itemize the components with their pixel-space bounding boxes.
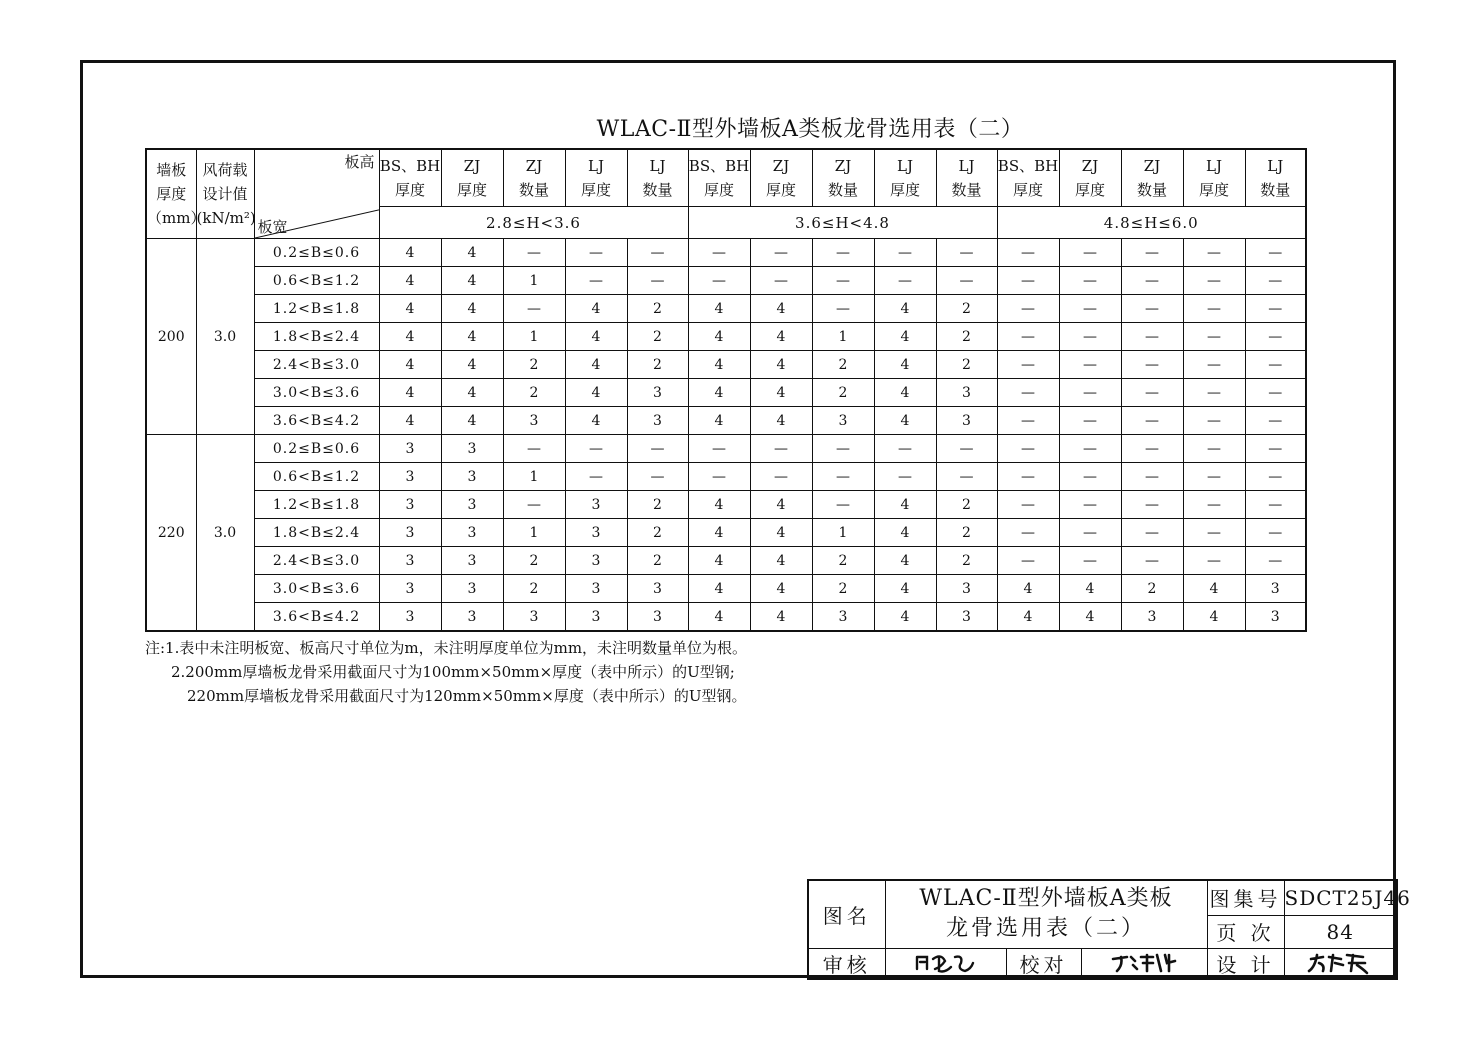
value-cell: — (997, 239, 1059, 267)
value-cell: — (1183, 379, 1245, 407)
value-cell: — (1121, 323, 1183, 351)
value-cell: 3 (379, 435, 441, 463)
value-cell: 4 (565, 407, 627, 435)
value-cell: 3 (441, 491, 503, 519)
value-cell: — (1059, 435, 1121, 463)
value-cell: 4 (750, 491, 812, 519)
value-cell: 4 (750, 323, 812, 351)
value-cell: — (750, 267, 812, 295)
height-range-header: 2.8≤H<3.6 (379, 207, 688, 239)
value-cell: 3 (441, 463, 503, 491)
value-cell: — (1059, 491, 1121, 519)
value-cell: 3 (441, 547, 503, 575)
value-cell: — (1121, 267, 1183, 295)
value-cell: 2 (936, 295, 997, 323)
value-cell: 4 (750, 575, 812, 603)
plate-width-range-cell: 1.2<B≤1.8 (254, 295, 379, 323)
value-cell: — (1121, 519, 1183, 547)
value-cell: 4 (688, 491, 750, 519)
value-cell: — (936, 239, 997, 267)
value-cell: 4 (441, 323, 503, 351)
value-cell: — (812, 239, 874, 267)
plate-width-range-cell: 1.2<B≤1.8 (254, 491, 379, 519)
drawing-name: WLAC-Ⅱ型外墙板A类板 龙骨选用表（二） (885, 880, 1207, 948)
value-cell: — (1245, 491, 1306, 519)
plate-width-label: 板宽 (257, 218, 288, 236)
col-header: ZJ 厚度 (750, 149, 812, 207)
value-cell: — (503, 295, 565, 323)
value-cell: 2 (503, 351, 565, 379)
col-header: ZJ 数量 (812, 149, 874, 207)
value-cell: 4 (1183, 575, 1245, 603)
value-cell: — (997, 351, 1059, 379)
value-cell: 4 (688, 351, 750, 379)
value-cell: — (1245, 351, 1306, 379)
value-cell: — (1245, 435, 1306, 463)
value-cell: 4 (874, 603, 936, 632)
value-cell: 4 (688, 547, 750, 575)
value-cell: — (1121, 379, 1183, 407)
value-cell: — (1059, 407, 1121, 435)
header-row-columns (146, 149, 1306, 207)
value-cell: — (1245, 407, 1306, 435)
value-cell: 4 (1059, 603, 1121, 632)
value-cell: 2 (812, 379, 874, 407)
value-cell: 2 (936, 323, 997, 351)
value-cell: — (936, 463, 997, 491)
value-cell: 4 (750, 295, 812, 323)
value-cell: — (874, 239, 936, 267)
value-cell: 4 (750, 351, 812, 379)
value-cell: 4 (379, 267, 441, 295)
col-header: BS、BH 厚度 (997, 149, 1059, 207)
table-row (146, 491, 1306, 519)
value-cell: 4 (441, 267, 503, 295)
checker-signature (1081, 948, 1207, 979)
value-cell: 1 (503, 267, 565, 295)
wind-load-cell: 3.0 (196, 435, 254, 632)
value-cell: 2 (812, 575, 874, 603)
value-cell: 3 (379, 547, 441, 575)
table-row (146, 463, 1306, 491)
note-line: 2.200mm厚墙板龙骨采用截面尺寸为100mm×50mm×厚度（表中所示）的U型钢; (171, 663, 735, 681)
value-cell: 4 (565, 351, 627, 379)
thickness-header: 墙板 厚度 （mm） (146, 149, 196, 239)
value-cell: 2 (627, 519, 688, 547)
value-cell: 4 (750, 379, 812, 407)
plate-width-range-cell: 0.6<B≤1.2 (254, 463, 379, 491)
table-row (146, 267, 1306, 295)
value-cell: — (997, 519, 1059, 547)
plate-width-range-cell: 2.4<B≤3.0 (254, 351, 379, 379)
value-cell: — (503, 491, 565, 519)
value-cell: 3 (627, 575, 688, 603)
plate-width-range-cell: 1.8<B≤2.4 (254, 519, 379, 547)
value-cell: 4 (688, 575, 750, 603)
value-cell: 3 (441, 603, 503, 632)
value-cell: — (503, 239, 565, 267)
value-cell: 4 (750, 547, 812, 575)
value-cell: 2 (627, 351, 688, 379)
col-header: LJ 厚度 (874, 149, 936, 207)
value-cell: 3 (565, 519, 627, 547)
value-cell: 2 (1121, 575, 1183, 603)
value-cell: 4 (874, 547, 936, 575)
note-line: 220mm厚墙板龙骨采用截面尺寸为120mm×50mm×厚度（表中所示）的U型钢。 (187, 687, 747, 705)
drawing-name-label: 图名 (808, 880, 885, 948)
value-cell: — (997, 379, 1059, 407)
value-cell: — (627, 435, 688, 463)
table-row (146, 603, 1306, 632)
value-cell: 4 (379, 323, 441, 351)
plate-height-label: 板高 (344, 153, 375, 171)
value-cell: 3 (379, 575, 441, 603)
value-cell: 4 (997, 603, 1059, 632)
value-cell: — (1245, 547, 1306, 575)
table-row (146, 379, 1306, 407)
value-cell: — (1059, 323, 1121, 351)
value-cell: 4 (379, 295, 441, 323)
value-cell: — (1245, 239, 1306, 267)
plate-width-range-cell: 2.4<B≤3.0 (254, 547, 379, 575)
height-range-header: 4.8≤H≤6.0 (997, 207, 1306, 239)
value-cell: — (1121, 351, 1183, 379)
table-row (146, 435, 1306, 463)
value-cell: — (1183, 491, 1245, 519)
value-cell: — (750, 463, 812, 491)
value-cell: — (812, 435, 874, 463)
value-cell: — (1183, 519, 1245, 547)
reviewer-signature (885, 948, 1006, 979)
review-label: 审核 (808, 948, 885, 979)
value-cell: 3 (936, 575, 997, 603)
value-cell: 4 (874, 323, 936, 351)
value-cell: — (1121, 295, 1183, 323)
plate-width-range-cell: 3.0<B≤3.6 (254, 379, 379, 407)
plate-width-range-cell: 3.6<B≤4.2 (254, 603, 379, 632)
value-cell: — (565, 435, 627, 463)
value-cell: 4 (565, 379, 627, 407)
value-cell: 4 (688, 519, 750, 547)
value-cell: — (1059, 379, 1121, 407)
value-cell: — (1121, 491, 1183, 519)
value-cell: — (627, 239, 688, 267)
value-cell: 2 (627, 323, 688, 351)
col-header: ZJ 厚度 (441, 149, 503, 207)
value-cell: 3 (565, 575, 627, 603)
value-cell: — (1121, 239, 1183, 267)
value-cell: 3 (936, 407, 997, 435)
value-cell: 4 (441, 239, 503, 267)
value-cell: — (1245, 267, 1306, 295)
value-cell: — (688, 463, 750, 491)
value-cell: 4 (688, 407, 750, 435)
value-cell: 2 (812, 547, 874, 575)
value-cell: 2 (812, 351, 874, 379)
table-row (146, 351, 1306, 379)
value-cell: — (627, 267, 688, 295)
value-cell: 1 (812, 323, 874, 351)
keel-selection-table (145, 148, 1307, 632)
plate-width-range-cell: 0.2≤B≤0.6 (254, 239, 379, 267)
value-cell: 3 (812, 407, 874, 435)
value-cell: 2 (936, 547, 997, 575)
value-cell: 4 (1059, 575, 1121, 603)
value-cell: 3 (627, 603, 688, 632)
col-header: LJ 数量 (936, 149, 997, 207)
value-cell: — (627, 463, 688, 491)
value-cell: — (1059, 267, 1121, 295)
value-cell: — (997, 407, 1059, 435)
wind-load-header: 风荷载 设计值 (kN/m²) (196, 149, 254, 239)
value-cell: — (812, 295, 874, 323)
value-cell: — (997, 547, 1059, 575)
value-cell: 4 (997, 575, 1059, 603)
value-cell: 2 (627, 491, 688, 519)
col-header: ZJ 数量 (1121, 149, 1183, 207)
value-cell: — (750, 239, 812, 267)
table-row (146, 295, 1306, 323)
value-cell: 4 (379, 407, 441, 435)
value-cell: 4 (379, 351, 441, 379)
value-cell: 2 (627, 295, 688, 323)
value-cell: — (1059, 463, 1121, 491)
value-cell: 4 (750, 603, 812, 632)
value-cell: 4 (688, 379, 750, 407)
plate-width-range-cell: 0.6<B≤1.2 (254, 267, 379, 295)
value-cell: — (565, 267, 627, 295)
designer-signature (1284, 948, 1397, 979)
value-cell: — (1183, 351, 1245, 379)
value-cell: 4 (1183, 603, 1245, 632)
value-cell: — (997, 491, 1059, 519)
value-cell: 4 (750, 519, 812, 547)
value-cell: — (1059, 351, 1121, 379)
value-cell: 3 (936, 603, 997, 632)
table-row (146, 407, 1306, 435)
value-cell: 4 (874, 351, 936, 379)
table-row (146, 239, 1306, 267)
value-cell: — (812, 491, 874, 519)
value-cell: — (1183, 239, 1245, 267)
value-cell: 3 (503, 407, 565, 435)
value-cell: 4 (441, 379, 503, 407)
col-header: LJ 数量 (1245, 149, 1306, 207)
table-row (146, 323, 1306, 351)
plate-width-range-cell: 1.8<B≤2.4 (254, 323, 379, 351)
atlas-number-label: 图集号 (1207, 880, 1284, 915)
value-cell: — (1245, 323, 1306, 351)
title-block (807, 879, 1411, 980)
width-height-diagonal-header (254, 149, 379, 239)
value-cell: 3 (1245, 575, 1306, 603)
value-cell: — (936, 267, 997, 295)
value-cell: 3 (565, 547, 627, 575)
value-cell: — (688, 267, 750, 295)
value-cell: — (812, 267, 874, 295)
value-cell: — (503, 435, 565, 463)
plate-width-range-cell: 3.6<B≤4.2 (254, 407, 379, 435)
value-cell: — (1121, 435, 1183, 463)
value-cell: 4 (379, 379, 441, 407)
value-cell: — (874, 435, 936, 463)
value-cell: 2 (503, 379, 565, 407)
page-title: WLAC-Ⅱ型外墙板A类板龙骨选用表（二） (596, 117, 1024, 142)
plate-width-range-cell: 3.0<B≤3.6 (254, 575, 379, 603)
value-cell: 1 (503, 463, 565, 491)
value-cell: 3 (1121, 603, 1183, 632)
value-cell: 3 (441, 519, 503, 547)
value-cell: — (874, 267, 936, 295)
value-cell: — (997, 323, 1059, 351)
value-cell: 4 (750, 407, 812, 435)
value-cell: — (688, 239, 750, 267)
col-header: BS、BH 厚度 (688, 149, 750, 207)
value-cell: 4 (874, 575, 936, 603)
table-row (146, 575, 1306, 603)
value-cell: 3 (936, 379, 997, 407)
value-cell: 3 (379, 603, 441, 632)
value-cell: — (1059, 547, 1121, 575)
value-cell: — (565, 463, 627, 491)
col-header: BS、BH 厚度 (379, 149, 441, 207)
value-cell: 3 (627, 379, 688, 407)
design-label: 设 计 (1207, 948, 1284, 979)
value-cell: — (1059, 519, 1121, 547)
col-header: ZJ 数量 (503, 149, 565, 207)
value-cell: 1 (812, 519, 874, 547)
plate-width-range-cell: 0.2≤B≤0.6 (254, 435, 379, 463)
value-cell: 1 (503, 323, 565, 351)
value-cell: 4 (688, 323, 750, 351)
value-cell: — (936, 435, 997, 463)
wall-thickness-cell: 200 (146, 239, 196, 435)
wall-thickness-cell: 220 (146, 435, 196, 632)
value-cell: 4 (379, 239, 441, 267)
value-cell: — (565, 239, 627, 267)
value-cell: 4 (441, 295, 503, 323)
value-cell: — (997, 463, 1059, 491)
value-cell: — (1183, 463, 1245, 491)
value-cell: — (1183, 295, 1245, 323)
value-cell: 3 (379, 491, 441, 519)
value-cell: — (1245, 463, 1306, 491)
value-cell: — (1059, 295, 1121, 323)
value-cell: — (1245, 379, 1306, 407)
value-cell: 4 (874, 379, 936, 407)
value-cell: 2 (503, 547, 565, 575)
value-cell: — (1245, 519, 1306, 547)
value-cell: 3 (812, 603, 874, 632)
value-cell: 3 (565, 603, 627, 632)
height-range-header: 3.6≤H<4.8 (688, 207, 997, 239)
value-cell: 3 (441, 435, 503, 463)
value-cell: 3 (441, 575, 503, 603)
value-cell: — (1121, 463, 1183, 491)
value-cell: 2 (936, 491, 997, 519)
value-cell: 2 (627, 547, 688, 575)
note-line: 注:1.表中未注明板宽、板高尺寸单位为m，未注明厚度单位为mm，未注明数量单位为根。 (145, 639, 748, 657)
col-header: ZJ 厚度 (1059, 149, 1121, 207)
page-number: 84 (1284, 915, 1397, 948)
value-cell: 4 (874, 295, 936, 323)
atlas-number: SDCT25J46 (1284, 880, 1397, 915)
value-cell: 4 (565, 323, 627, 351)
value-cell: 3 (627, 407, 688, 435)
value-cell: 4 (565, 295, 627, 323)
value-cell: 3 (379, 463, 441, 491)
value-cell: — (1059, 239, 1121, 267)
value-cell: 3 (565, 491, 627, 519)
value-cell: 4 (441, 351, 503, 379)
value-cell: — (812, 463, 874, 491)
value-cell: — (1121, 547, 1183, 575)
table-row (146, 519, 1306, 547)
page-label: 页 次 (1207, 915, 1284, 948)
value-cell: — (1183, 435, 1245, 463)
value-cell: — (688, 435, 750, 463)
value-cell: 1 (503, 519, 565, 547)
value-cell: 4 (874, 519, 936, 547)
wind-load-cell: 3.0 (196, 239, 254, 435)
value-cell: 3 (379, 519, 441, 547)
value-cell: — (997, 435, 1059, 463)
value-cell: 4 (688, 603, 750, 632)
value-cell: — (1183, 407, 1245, 435)
value-cell: 2 (503, 575, 565, 603)
check-label: 校对 (1006, 948, 1081, 979)
value-cell: — (1183, 547, 1245, 575)
value-cell: 3 (503, 603, 565, 632)
table-row (146, 547, 1306, 575)
notes (145, 636, 747, 708)
value-cell: 4 (441, 407, 503, 435)
value-cell: — (750, 435, 812, 463)
value-cell: — (1183, 323, 1245, 351)
col-header: LJ 数量 (627, 149, 688, 207)
value-cell: 4 (874, 407, 936, 435)
value-cell: — (997, 295, 1059, 323)
value-cell: 2 (936, 351, 997, 379)
col-header: LJ 厚度 (565, 149, 627, 207)
value-cell: — (874, 463, 936, 491)
col-header: LJ 厚度 (1183, 149, 1245, 207)
value-cell: 4 (688, 295, 750, 323)
value-cell: — (1121, 407, 1183, 435)
value-cell: 2 (936, 519, 997, 547)
value-cell: 4 (874, 491, 936, 519)
value-cell: — (1183, 267, 1245, 295)
value-cell: — (1245, 295, 1306, 323)
value-cell: — (997, 267, 1059, 295)
value-cell: 3 (1245, 603, 1306, 632)
